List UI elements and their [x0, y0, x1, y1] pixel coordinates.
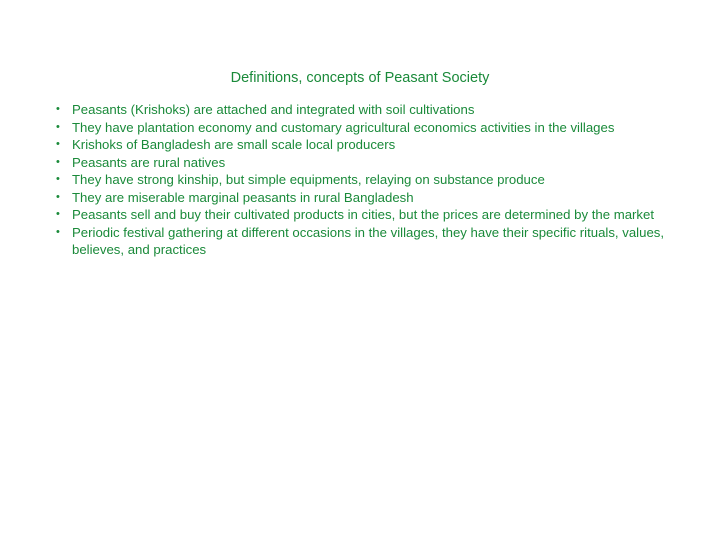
bullet-icon: •	[56, 155, 60, 168]
bullet-icon: •	[56, 208, 60, 220]
list-item	[56, 119, 666, 137]
bullet-text: Peasants sell and buy their cultivated products in cities, but the prices are determined by the market	[72, 207, 655, 222]
list-item	[56, 154, 666, 172]
list-item	[56, 189, 666, 207]
list-item	[56, 206, 666, 224]
bullet-icon: •	[56, 120, 60, 133]
bullet-icon: •	[56, 173, 60, 185]
bullet-text: Krishoks of Bangladesh are small scale local producers	[72, 137, 396, 152]
bullet-icon: •	[56, 138, 60, 150]
list-item	[56, 224, 666, 259]
bullet-text: Peasants (Krishoks) are attached and integrated with soil cultivations	[72, 102, 475, 117]
bullet-icon: •	[56, 190, 60, 203]
bullet-text: They have plantation economy and customary agricultural economics activities in the villages	[72, 119, 615, 135]
bullet-text: Periodic festival gathering at different occasions in the villages, they have their specific rituals, values, believes, and practices	[72, 224, 665, 257]
bullet-icon: •	[56, 103, 60, 115]
bullet-text: Peasants are rural natives	[72, 154, 226, 170]
bullet-list	[56, 101, 666, 259]
bullet-text: They are miserable marginal peasants in rural Bangladesh	[72, 189, 414, 205]
bullet-icon: •	[56, 225, 60, 238]
list-item	[56, 101, 666, 119]
bullet-text: They have strong kinship, but simple equipments, relaying on substance produce	[72, 172, 545, 187]
list-item	[56, 136, 666, 154]
list-item	[56, 171, 666, 189]
slide-title: Definitions, concepts of Peasant Society	[230, 70, 490, 86]
